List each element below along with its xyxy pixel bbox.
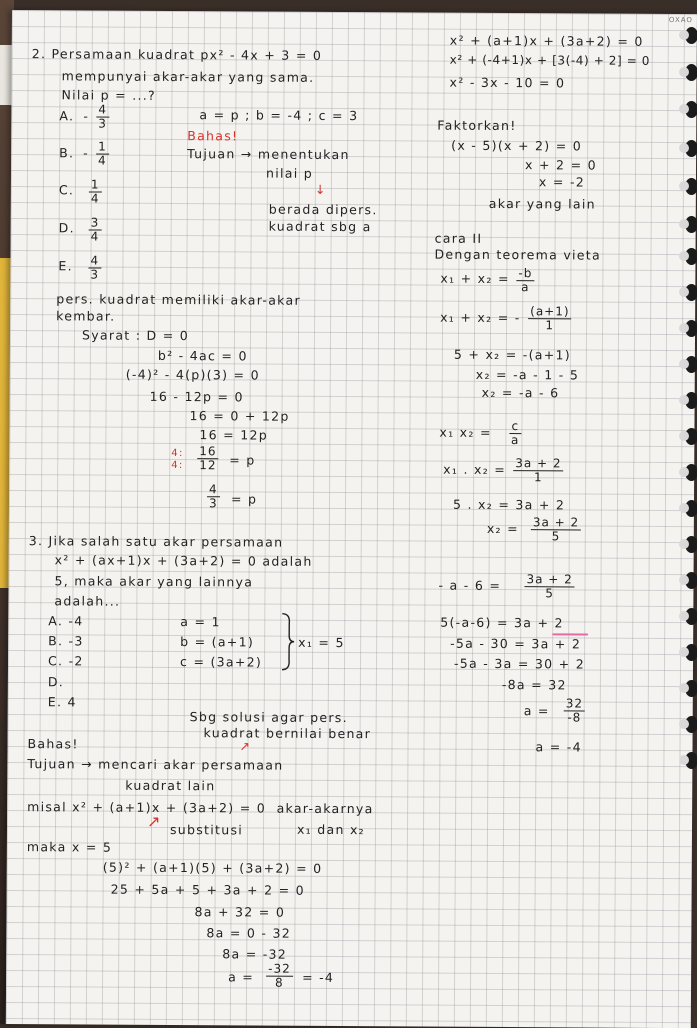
fraction-denominator: 3 <box>98 116 107 131</box>
right-p2-lhs: x₁ . x₂ = <box>443 461 507 478</box>
right-p2-fraction <box>513 457 563 484</box>
right-v4: x₂ = -a - 1 - 5 <box>475 366 580 383</box>
q3-question-line2: x² + (ax+1)x + (3a+2) = 0 adalah <box>54 552 313 569</box>
fraction-denominator: 1 <box>533 470 543 485</box>
right-f1: (x - 5)(x + 2) = 0 <box>451 137 583 154</box>
right-v3: 5 + x₂ = -(a+1) <box>453 346 572 363</box>
spiral-hole <box>685 428 697 445</box>
q3-substitusi: substitusi <box>169 821 244 838</box>
right-cara: cara II <box>434 230 483 246</box>
q3-sub2: 25 + 5a + 5 + 3a + 2 = 0 <box>110 881 305 898</box>
spiral-hole <box>685 644 697 661</box>
right-p1-fraction <box>509 420 521 447</box>
fraction-numerator: 4 <box>88 254 101 268</box>
right-r1: x² + (a+1)x + (3a+2) = 0 <box>449 32 644 49</box>
brand-mark: OXAO <box>668 16 693 25</box>
spiral-hole <box>685 27 697 44</box>
q2-option-a-fraction <box>96 104 109 131</box>
fraction-numerator: 3a + 2 <box>524 573 574 587</box>
q3-option-a: A. -4 <box>48 613 84 629</box>
q2-option-d: D. <box>58 220 75 236</box>
divisor-bottom: 4: <box>171 459 184 472</box>
spiral-hole <box>685 140 697 157</box>
q3-sbg-line2: kuadrat bernilai benar <box>203 725 372 742</box>
fraction-denominator: 3 <box>90 267 100 282</box>
fraction-numerator: 3 <box>89 216 102 230</box>
fraction-numerator: 1 <box>96 141 109 155</box>
fraction-denominator: 12 <box>199 458 217 473</box>
right-r3: x² - 3x - 10 = 0 <box>449 74 566 91</box>
curly-brace-icon <box>280 612 296 672</box>
spiral-hole <box>685 284 697 301</box>
spiral-hole <box>685 64 697 81</box>
right-faktorkan: Faktorkan! <box>437 117 517 134</box>
q2-option-a-sign: - <box>83 108 90 124</box>
fraction-numerator: -32 <box>266 963 293 977</box>
q2-option-e: E. <box>58 258 73 274</box>
spiral-hole <box>685 608 697 625</box>
q2-step6-rhs: = p <box>229 452 256 468</box>
q3-question-line4: adalah... <box>54 593 121 609</box>
right-r2: x² + (-4+1)x + [3(-4) + 2] = 0 <box>449 52 651 68</box>
fraction-numerator: 1 <box>89 178 102 192</box>
q3-option-d: D. <box>47 674 65 690</box>
right-v2-lhs: x₁ + x₂ = - <box>440 309 521 326</box>
q3-coef-b: b = (a+1) <box>180 634 255 650</box>
right-akar-lain: akar yang lain <box>488 195 596 212</box>
q3-option-b: B. -3 <box>48 633 84 649</box>
right-v1-fraction <box>516 267 534 294</box>
q2-berada-line1: berada dipers. <box>268 201 378 218</box>
right-p4-fraction <box>531 516 581 543</box>
q2-tujuan-line1: Tujuan → menentukan <box>187 146 350 163</box>
right-e3: -5a - 30 = 3a + 2 <box>450 635 582 652</box>
spiral-hole <box>685 101 697 118</box>
q2-option-c-fraction <box>89 178 102 205</box>
q2-berada-line2: kuadrat sbg a <box>268 218 372 235</box>
red-diagonal-arrow-icon: ↗ <box>146 811 162 831</box>
q2-question-line3: Nilai p = ...? <box>61 87 157 103</box>
fraction-numerator: 32 <box>564 697 585 711</box>
spiral-hole <box>685 464 697 481</box>
q2-option-c: C. <box>58 182 75 198</box>
fraction-numerator: 16 <box>197 445 218 459</box>
red-down-arrow-icon: ↓ <box>314 181 327 197</box>
q2-pers-line2: kembar. <box>56 308 116 324</box>
q2-step6-divisor <box>171 448 183 472</box>
spiral-hole <box>685 248 697 265</box>
q3-x1: x₁ = 5 <box>298 634 345 651</box>
right-p4-lhs: x₂ = <box>486 520 519 537</box>
q2-syarat: Syarat : D = 0 <box>81 327 190 344</box>
q2-option-b: B. <box>59 145 75 161</box>
q3-sub6-lhs: a = <box>228 969 255 985</box>
spiral-hole <box>685 500 697 517</box>
fraction-denominator: a <box>521 280 530 295</box>
fraction-numerator: 4 <box>207 483 220 497</box>
fraction-numerator: (a+1) <box>528 305 571 319</box>
q2-step1: b² - 4ac = 0 <box>157 347 248 364</box>
fraction-numerator: 3a + 2 <box>531 516 581 530</box>
spiral-hole <box>685 320 697 337</box>
fraction-denominator: 5 <box>551 529 561 544</box>
spiral-hole <box>685 216 697 233</box>
fraction-denominator: 4 <box>90 191 100 206</box>
q2-step2: (-4)² - 4(p)(3) = 0 <box>125 366 260 383</box>
q3-option-e: E. 4 <box>47 694 77 710</box>
right-v5: x₂ = -a - 6 <box>481 384 560 401</box>
q3-sub1: (5)² + (a+1)(5) + (3a+2) = 0 <box>102 859 323 876</box>
fraction-numerator: -b <box>516 267 534 281</box>
red-up-arrow-icon: ↗ <box>239 738 252 754</box>
right-p1-lhs: x₁ x₂ = <box>439 424 492 440</box>
q3-sbg-line1: Sbg solusi agar pers. <box>189 709 348 726</box>
q3-sub6-rhs: = -4 <box>302 969 335 985</box>
spiral-hole <box>685 392 697 409</box>
q2-option-e-fraction <box>88 254 101 281</box>
right-vieta: Dengan teorema vieta <box>434 246 602 263</box>
spiral-hole <box>685 752 697 769</box>
fraction-denominator: 4 <box>98 153 107 168</box>
pink-highlight-mark <box>552 633 588 635</box>
divisor-top: 4: <box>171 447 184 460</box>
right-e5: -8a = 32 <box>501 677 567 693</box>
q2-coefficients: a = p ; b = -4 ; c = 3 <box>199 107 359 124</box>
q2-option-b-sign: - <box>83 145 89 161</box>
spiral-hole <box>685 572 697 589</box>
q2-option-a: A. <box>59 108 75 124</box>
q2-step3: 16 - 12p = 0 <box>149 388 244 405</box>
notebook-page <box>6 10 697 1028</box>
q2-bahas-heading: Bahas! <box>187 128 239 144</box>
q3-coef-a: a = 1 <box>180 614 221 630</box>
q2-step4: 16 = 0 + 12p <box>189 408 290 424</box>
q2-question-line1: 2. Persamaan kuadrat px² - 4x + 3 = 0 <box>31 46 323 63</box>
right-e6-fraction <box>564 697 585 724</box>
fraction-denominator: a <box>510 433 520 448</box>
q3-sub4: 8a = 0 - 32 <box>206 925 292 941</box>
q3-coef-c: c = (3a+2) <box>179 654 263 670</box>
q2-question-line2: mempunyai akar-akar yang sama. <box>61 68 315 85</box>
right-e2: 5(-a-6) = 3a + 2 <box>440 614 564 631</box>
q3-tujuan-line2: kuadrat lain <box>125 777 216 794</box>
fraction-denominator: 8 <box>275 975 284 990</box>
fraction-denominator: -8 <box>567 710 582 725</box>
q2-step6-fraction <box>197 445 218 472</box>
spiral-hole <box>685 356 697 373</box>
fraction-denominator: 5 <box>545 586 554 601</box>
fraction-numerator: 4 <box>96 104 109 118</box>
right-e6-lhs: a = <box>523 703 550 719</box>
q2-pers-line1: pers. kuadrat memiliki akar-akar <box>56 291 301 308</box>
q3-bahas-heading: Bahas! <box>27 736 79 752</box>
q3-sub6-fraction <box>266 963 293 990</box>
q2-step7-fraction <box>207 483 220 510</box>
q3-question-line3: 5, maka akar yang lainnya <box>54 573 254 590</box>
fraction-numerator: c <box>509 420 521 434</box>
spiral-hole <box>685 680 697 697</box>
right-f3: x = -2 <box>538 174 586 190</box>
q3-option-c: C. -2 <box>47 653 84 669</box>
right-e7: a = -4 <box>535 739 582 755</box>
fraction-numerator: 3a + 2 <box>513 457 563 471</box>
spiral-hole <box>685 716 697 733</box>
q3-maka: maka x = 5 <box>26 839 113 855</box>
q2-tujuan-line2: nilai p <box>265 165 314 181</box>
fraction-denominator: 4 <box>90 229 100 244</box>
q3-x1-x2: x₁ dan x₂ <box>296 821 366 838</box>
fraction-denominator: 1 <box>545 318 555 333</box>
q3-sub3: 8a + 32 = 0 <box>194 904 286 920</box>
q3-sub5: 8a = -32 <box>222 946 288 962</box>
right-p3: 5 . x₂ = 3a + 2 <box>452 496 566 513</box>
fraction-denominator: 3 <box>208 496 218 511</box>
right-f2: x + 2 = 0 <box>525 157 597 173</box>
right-e1-fraction <box>524 573 574 600</box>
q2-option-b-fraction <box>96 141 109 168</box>
q2-step7-rhs: = p <box>230 491 258 507</box>
q2-step5: 16 = 12p <box>199 427 269 443</box>
q3-question-line1: 3. Jika salah satu akar persamaan <box>28 533 284 550</box>
q2-option-d-fraction <box>89 216 102 243</box>
right-e1-lhs: - a - 6 = <box>438 577 502 593</box>
q3-misal: misal x² + (a+1)x + (3a+2) = 0 akar-akarnya <box>27 799 374 817</box>
right-v2-fraction <box>528 305 572 332</box>
right-v1-lhs: x₁ + x₂ = <box>440 270 510 287</box>
spiral-hole <box>685 536 697 553</box>
spiral-hole <box>685 178 697 195</box>
q3-tujuan-line1: Tujuan → mencari akar persamaan <box>27 756 284 773</box>
right-e4: -5a - 3a = 30 + 2 <box>453 655 586 672</box>
